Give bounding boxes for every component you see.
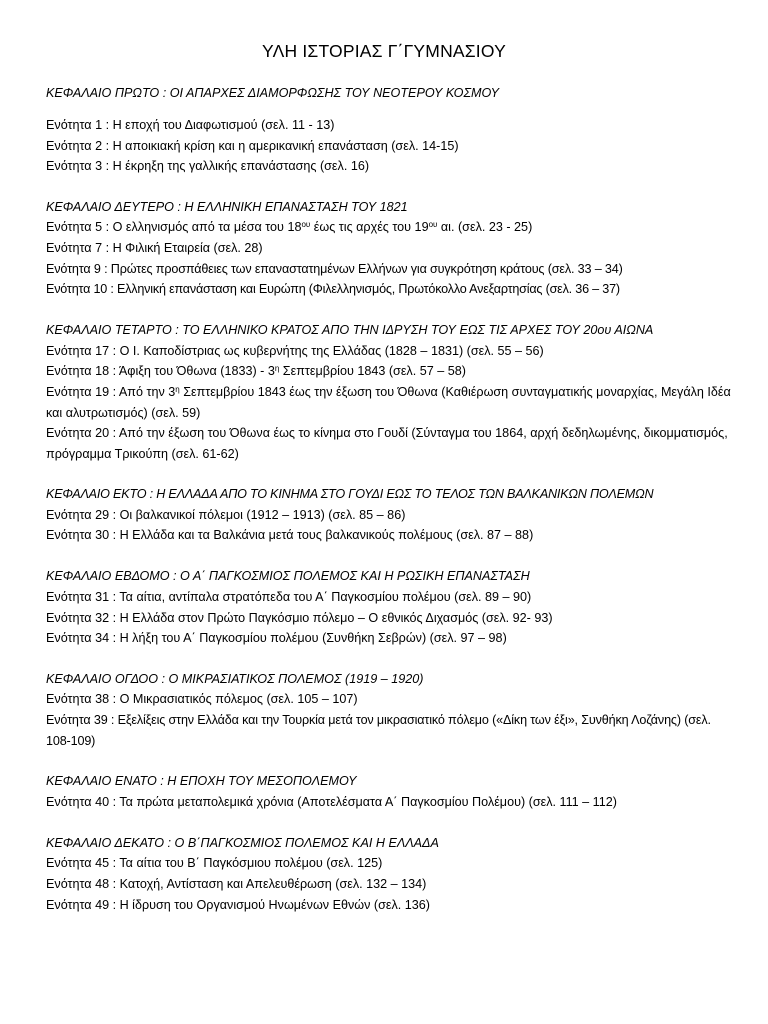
chapter-heading-4: ΚΕΦΑΛΑΙΟ ΤΕΤΑΡΤΟ : ΤΟ ΕΛΛΗΝΙΚΟ ΚΡΑΤΟΣ ΑΠΟ ΤΗΝ ΙΔΡΥΣΗ ΤΟΥ ΕΩΣ ΤΙΣ ΑΡΧΕΣ ΤΟΥ 20ου ΑΙΩΝΑ bbox=[46, 323, 654, 337]
chapter-heading-2: ΚΕΦΑΛΑΙΟ ΔΕΥΤΕΡΟ : Η ΕΛΛΗΝΙΚΗ ΕΠΑΝΑΣΤΑΣΗ ΤΟΥ 1821 bbox=[46, 200, 408, 214]
entry-3: Ενότητα 3 : Η έκρηξη της γαλλικής επανάστασης (σελ. 16) bbox=[46, 159, 370, 173]
entry-30: Ενότητα 30 : Η Ελλάδα και τα Βαλκάνια μετά τους βαλκανικούς πολέμους (σελ. 87 – 88) bbox=[46, 528, 534, 542]
chapter-heading-8: ΚΕΦΑΛΑΙΟ ΟΓΔΟΟ : Ο ΜΙΚΡΑΣΙΑΤΙΚΟΣ ΠΟΛΕΜΟΣ (1919 – 1920) bbox=[46, 672, 424, 686]
entry-38: Ενότητα 38 : Ο Μικρασιατικός πόλεμος (σελ. 105 – 107) bbox=[46, 692, 358, 706]
entry-1: Ενότητα 1 : Η εποχή του Διαφωτισμού (σελ. 11 - 13) bbox=[46, 118, 335, 132]
entry-18: Ενότητα 18 : Άφιξη του Όθωνα $(1833) - 3^\eta$ Σεπτεμβρίου 1843 (σελ. 57 – 58) bbox=[46, 364, 466, 378]
chapter-heading-9: ΚΕΦΑΛΑΙΟ ΕΝΑΤΟ : Η ΕΠΟΧΗ ΤΟΥ ΜΕΣΟΠΟΛΕΜΟΥ bbox=[46, 774, 357, 788]
entry-5: Ενότητα 5 : Ο ελληνισμός από τα μέσα του $18^{o\upsilon}$ έως τις αρχές του $19^{o\upsilon}$ αι. (σελ. 23 - 25) bbox=[46, 220, 533, 234]
chapter-heading-7: ΚΕΦΑΛΑΙΟ ΕΒΔΟΜΟ : Ο Α΄ ΠΑΓΚΟΣΜΙΟΣ ΠΟΛΕΜΟΣ ΚΑΙ Η ΡΩΣΙΚΗ ΕΠΑΝΑΣΤΑΣΗ bbox=[46, 569, 530, 583]
entry-45: Ενότητα 45 : Τα αίτια του Β΄ Παγκόσμιου πολέμου (σελ. 125) bbox=[46, 856, 383, 870]
entry-48: Ενότητα 48 : Κατοχή, Αντίσταση και Απελευθέρωση (σελ. 132 – 134) bbox=[46, 877, 427, 891]
entry-40: Ενότητα 40 : Τα πρώτα μεταπολεμικά χρόνια (Αποτελέσματα Α΄ Παγκοσμίου Πολέμου) (σελ. 111 – 112) bbox=[46, 795, 617, 809]
chapter-heading-1: ΚΕΦΑΛΑΙΟ ΠΡΩΤΟ : ΟΙ ΑΠΑΡΧΕΣ ΔΙΑΜΟΡΦΩΣΗΣ ΤΟΥ ΝΕΟΤΕΡΟΥ ΚΟΣΜΟΥ bbox=[46, 86, 500, 100]
chapter-heading-10: ΚΕΦΑΛΑΙΟ ΔΕΚΑΤΟ : Ο Β΄ΠΑΓΚΟΣΜΙΟΣ ΠΟΛΕΜΟΣ ΚΑΙ Η ΕΛΛΑΔΑ bbox=[46, 836, 439, 850]
entry-29: Ενότητα 29 : Οι βαλκανικοί πόλεμοι (1912 – 1913) (σελ. 85 – 86) bbox=[46, 508, 406, 522]
entry-49: Ενότητα 49 : Η ίδρυση του Οργανισμού Ηνωμένων Εθνών (σελ. 136) bbox=[46, 897, 430, 912]
entry-39: Ενότητα 39 : Εξελίξεις στην Ελλάδα και την Τουρκία μετά τον μικρασιατικό πόλεμο («Δίκη των έξι», Συνθήκη Λοζάνης) (σελ. 108-109) bbox=[46, 713, 711, 748]
entry-32: Ενότητα 32 : Η Ελλάδα στον Πρώτο Παγκόσμιο πόλεμο – Ο εθνικός Διχασμός (σελ. 92- 93) bbox=[46, 610, 553, 625]
entry-20: Ενότητα 20 : Από την έξωση του Όθωνα έως το κίνημα στο Γουδί (Σύνταγμα του 1864, αρχή δεδηλωμένης, δικομματισμός, πρόγραμμα Τρικούπη (σελ. 61-62) bbox=[46, 426, 728, 461]
entry-19: Ενότητα 19 : Από την $3^\eta$ Σεπτεμβρίου 1843 έως την έξωση του Όθωνα (Καθιέρωση συνταγματικής μοναρχίας, Μεγάλη Ιδέα και αλυτρωτισμός) (σελ. 59) bbox=[46, 385, 731, 420]
entry-31: Ενότητα 31 : Τα αίτια, αντίπαλα στρατόπεδα του Α΄ Παγκοσμίου πολέμου (σελ. 89 – 90) bbox=[46, 590, 532, 604]
entry-9: Ενότητα 9 : Πρώτες προσπάθειες των επαναστατημένων Ελλήνων για συγκρότηση κράτους (σελ. 33 – 34) bbox=[46, 261, 623, 276]
page-title: ΥΛΗ ΙΣΤΟΡΙΑΣ Γ΄ΓΥΜΝΑΣΙΟΥ bbox=[262, 41, 506, 61]
entry-7: Ενότητα 7 : Η Φιλική Εταιρεία (σελ. 28) bbox=[46, 241, 263, 255]
chapter-heading-6: ΚΕΦΑΛΑΙΟ ΕΚΤΟ : Η ΕΛΛΑΔΑ ΑΠΟ ΤΟ ΚΙΝΗΜΑ ΣΤΟ ΓΟΥΔΙ ΕΩΣ ΤΟ ΤΕΛΟΣ ΤΩΝ ΒΑΛΚΑΝΙΚΩΝ ΠΟΛΕΜΩΝ bbox=[46, 487, 654, 501]
entry-17: Ενότητα 17 : Ο Ι. Καποδίστριας ως κυβερνήτης της Ελλάδας (1828 – 1831) (σελ. 55 – 56) bbox=[46, 344, 544, 358]
entry-34: Ενότητα 34 : Η λήξη του Α΄ Παγκοσμίου πολέμου (Συνθήκη Σεβρών) (σελ. 97 – 98) bbox=[46, 631, 507, 645]
entry-10: Ενότητα 10 : Ελληνική επανάσταση και Ευρώπη (Φιλελληνισμός, Πρωτόκολλο Ανεξαρτησίας (σελ. 36 – 37) bbox=[46, 282, 620, 296]
entry-2: Ενότητα 2 : Η αποικιακή κρίση και η αμερικανική επανάσταση (σελ. 14-15) bbox=[46, 138, 459, 153]
